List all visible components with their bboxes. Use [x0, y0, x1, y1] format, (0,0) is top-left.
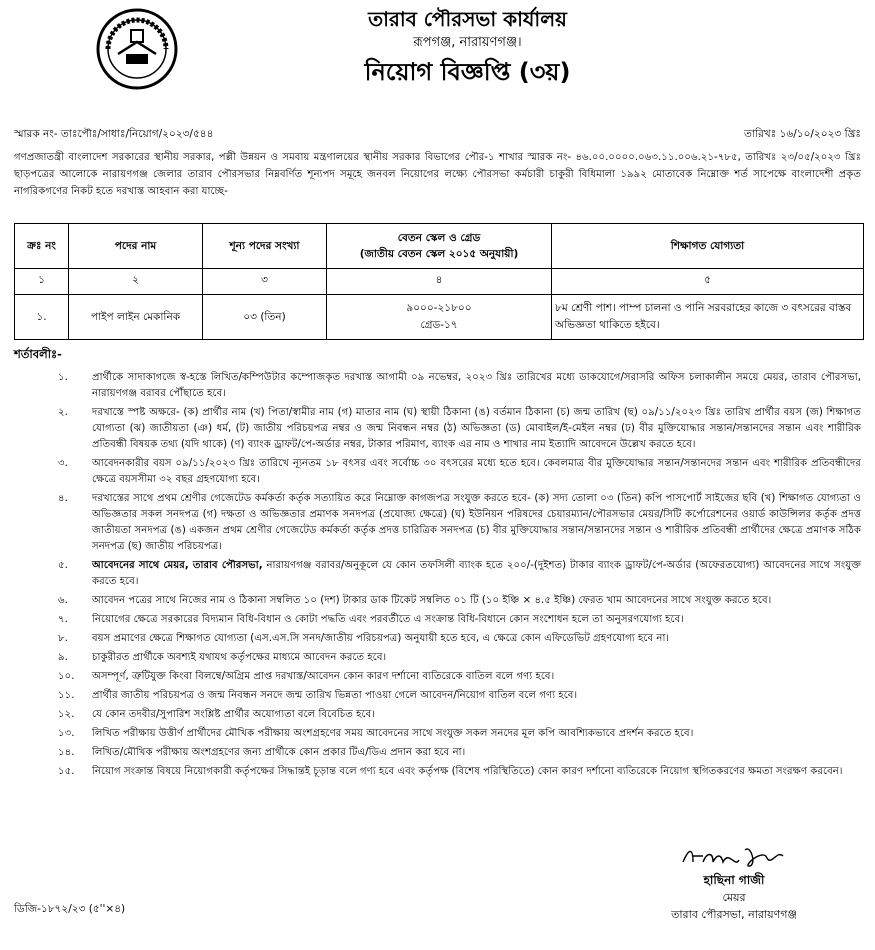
condition-number: ৬. [58, 595, 68, 606]
condition-item [14, 745, 861, 761]
condition-number: ৪. [58, 493, 68, 504]
condition-text [92, 593, 861, 609]
signatory-office: তারাব পৌরসভা, নারায়ণগঞ্জ [671, 908, 797, 921]
header-post-name: পদের নাম [69, 224, 203, 269]
footer-code: ডিজি-১৮৭২/২৩ (৫''×৪) [14, 903, 126, 915]
condition-item [14, 688, 861, 704]
signature-block [629, 842, 839, 923]
column-number: ২ [69, 269, 203, 295]
condition-item [14, 726, 861, 742]
intro-paragraph: গণপ্রজাতন্ত্রী বাংলাদেশ সরকারের স্থানীয় সরকার, পল্লী উন্নয়ন ও সমবায় মন্ত্রণালয়ের স্থানীয় সরকার বিভাগের পৌর-১ শাখার স্মারক নং- ৪৬.০০.০০০০.০৬৩.১১.০০৬.২১-৭৮৫, তারিখঃ ২৩/০৫/২০২৩ খ্রিঃ ছাড়পত্রের আলোকে নারায়ণগঞ্জ জেলার তারাব পৌরসভার নিম্নবর্ণিত শূন্যপদ সমূহে জনবল নিয়োগের লক্ষ্যে পৌরসভা কর্মচারী চাকুরী বিধিমালা ১৯৯২ মোতাবেক নিম্নোক্ত শর্ত সাপেক্ষে বাংলাদেশী প্রকৃত নাগরিকগণের নিকট হতে দরখাস্ত আহবান করা যাচ্ছে- [14, 152, 861, 197]
row-grade: গ্রেড-১৭ [420, 319, 458, 331]
row-qualification: ৮ম শ্রেণী পাশ। পাম্প চালনা ও পানি সরবরাহের কাজে ৩ বৎসরের বাস্তব অভিজ্ঞতা থাকিতে হইবে। [552, 295, 864, 340]
condition-body: আবেদনকারীর বয়স ০৯/১১/২০২৩ খ্রিঃ তারিখে ন্যূনতম ১৮ বৎসর এবং সর্বোচ্চ ৩০ বৎসরের মধ্যে হতে হবে। কেবলমাত্র বীর মুক্তিযোদ্ধার সন্তান/সন্তানদের সন্তান এবং শারীরিক প্রতিবন্ধীদের ক্ষেত্রে বয়সসীমা ৩২ বছর গ্রহণযোগ্য হবে। [92, 458, 861, 485]
condition-text [92, 456, 861, 488]
condition-body: দরখাস্তের সাথে প্রথম শ্রেণীর গেজেটেড কর্মকর্তা কর্তৃক সত্যায়িত করে নিম্নোক্ত কাগজপত্র সংযুক্ত করতে হবে- (ক) সদ্য তোলা ০৩ (তিন) কপি পাসপোর্ট সাইজের ছবি (খ) শিক্ষাগত যোগ্যতা ও অভিজ্ঞতার সকল সনদপত্র (গ) দক্ষতা ও অভিজ্ঞতার প্রমাণক সনদপত্র (প্রযোজ্য ক্ষেত্রে) (ঘ) ইউনিয়ন পরিষদের চেয়ারম্যান/পৌরসভার মেয়র/সিটি কর্পোরেশনের ওয়ার্ড কাউন্সিলর কর্তৃক প্রদত্ত জাতীয়তা সনদপত্র (ঙ) একজন প্রথম শ্রেণীর গেজেটেড কর্মকর্তা কর্তৃক প্রদত্ত চারিত্রিক সনদপত্র (চ) বীর মুক্তিযোদ্ধার সন্তান/সন্তানদের সন্তান ও শারীরিক প্রতিবন্ধী প্রার্থীদের ক্ষেত্রে প্রমাণক সঠিক সনদপত্র (ছ) জাতীয় পরিচয়পত্র। [92, 493, 861, 552]
condition-text [92, 558, 861, 590]
condition-number: ১. [58, 372, 68, 383]
condition-item [14, 612, 861, 628]
column-number: ৫ [552, 269, 864, 295]
column-number: ৪ [327, 269, 552, 295]
condition-number: ৮. [58, 633, 68, 644]
condition-body: যে কোন তদবীর/সুপারিশ সংশ্লিষ্ট প্রার্থীর অযোগ্যতা বলে বিবেচিত হবে। [92, 709, 375, 720]
condition-item [14, 558, 861, 590]
column-number: ৩ [203, 269, 327, 295]
condition-body: নিয়োগের ক্ষেত্রে সরকারের বিদ্যমান বিধি-বিধান ও কোটা পদ্ধতি এবং পরবর্তীতে এ সংক্রান্ত বিধি-বিধানে কোন সংশোধন হলে তা অনুসরণযোগ্য হবে। [92, 614, 684, 625]
condition-item [14, 456, 861, 488]
condition-item [14, 650, 861, 666]
condition-number: ৫. [58, 560, 68, 571]
condition-body: লিখিত/মৌখিক পরীক্ষায় অংশগ্রহণের জন্য প্রার্থীকে কোন প্রকার টিএ/ডিএ প্রদান করা হবে না। [92, 747, 466, 758]
condition-text [92, 650, 861, 666]
condition-body: নিয়োগ সংক্রান্ত বিষয়ে নিয়োগকারী কর্তৃপক্ষের সিদ্ধান্তই চূড়ান্ত বলে গণ্য হবে এবং কর্তৃপক্ষ (বিশেষ পরিস্থিতিতে) কোন কারণ দর্শানো ব্যতিরেকে নিয়োগ স্থগিতকরণের ক্ষমতা সংরক্ষণ করবেন। [92, 766, 843, 777]
memo-reference: স্মারক নং- তাঃপৌঃ/সাধাঃ/নিয়োগ/২০২৩/৫৪৪ [14, 128, 214, 140]
header-serial: ক্রঃ নং [15, 224, 69, 269]
condition-body: প্রার্থীর জাতীয় পরিচয়পত্র ও জন্ম নিবন্ধন সনদে জন্ম তারিখ ভিন্নতা পাওয়া গেলে আবেদন/নিয়োগ বাতিল বলে গণ্য হবে। [92, 690, 578, 701]
notice-title: নিয়োগ বিজ্ঞপ্তি (৩য়) [364, 58, 571, 86]
row-serial: ১. [15, 295, 69, 340]
header-qualification: শিক্ষাগত যোগ্যতা [552, 224, 864, 269]
condition-text [92, 726, 861, 742]
office-location: রূপগঞ্জ, নারায়ণগঞ্জ। [413, 35, 522, 50]
column-number: ১ [15, 269, 69, 295]
condition-text [92, 745, 861, 761]
condition-body: আবেদন পত্রের সাথে নিজের নাম ও ঠিকানা সম্বলিত ১০ (দশ) টাকার ডাক টিকেট সম্বলিত ০১ টি (১০ ইঞ্চি × ৪.৫ ইঞ্চি) ফেরত খাম আবেদনের সাথে সংযুক্ত করতে হবে। [92, 595, 772, 606]
condition-body: চাকুরীরত প্রার্থীকে অবশ্যই যথাযথ কর্তৃপক্ষের মাধ্যমে আবেদন করতে হবে। [92, 652, 387, 663]
condition-item [14, 707, 861, 723]
letterhead [180, 4, 755, 88]
row-pay-scale [327, 295, 552, 340]
condition-number: ৩. [58, 458, 68, 469]
conditions-heading: শর্তাবলীঃ- [14, 347, 62, 361]
condition-text [92, 688, 861, 704]
condition-text [92, 405, 861, 453]
condition-text [92, 669, 861, 685]
header-pay-scale-title: বেতন স্কেল ও গ্রেড [397, 232, 481, 244]
condition-text [92, 491, 861, 555]
office-name: তারাব পৌরসভা কার্যালয় [368, 7, 567, 31]
condition-number: ১২. [58, 709, 75, 720]
header-pay-scale [327, 224, 552, 269]
signature-image [679, 842, 789, 872]
condition-item [14, 631, 861, 647]
condition-number: ৭. [58, 614, 68, 625]
signatory-name: হাছিনা গাজী [703, 873, 765, 887]
condition-number: ১৩. [58, 728, 75, 739]
column-number-row [15, 269, 864, 295]
condition-body: বয়স প্রমাণের ক্ষেত্রে শিক্ষাগত যোগ্যতা (এস.এস.সি সনদ/জাতীয় পরিচয়পত্র) অনুযায়ী হতে হবে, এ ক্ষেত্রে কোন এফিডেভিট গ্রহণযোগ্য হবে না। [92, 633, 670, 644]
condition-number: ৯. [58, 652, 68, 663]
row-scale: ৯০০০-২১৮০০ [406, 302, 472, 314]
condition-number: ১৫. [58, 766, 75, 777]
condition-text [92, 631, 861, 647]
table-row [15, 295, 864, 340]
condition-number: ১৪. [58, 747, 75, 758]
condition-item [14, 764, 861, 780]
memo-date: তারিখঃ ১৬/১০/২০২৩ খ্রিঃ [744, 128, 861, 140]
condition-body: অসম্পূর্ণ, ত্রুটিযুক্ত কিংবা বিলম্বে/অগ্রিম প্রাপ্ত দরখাস্ত/আবেদন কোন কারণ দর্শানো ব্যতিরেকে বাতিল বলে গণ্য হবে। [92, 671, 555, 682]
row-post-name: পাইপ লাইন মেকানিক [69, 295, 203, 340]
condition-item [14, 669, 861, 685]
condition-body: লিখিত পরীক্ষায় উত্তীর্ণ প্রার্থীদের মৌখিক পরীক্ষায় অংশগ্রহণের সময় আবেদনের সাথে সংযুক্ত সকল সনদের মূল কপি আবশ্যিকভাবে প্রদর্শন করতে হবে। [92, 728, 694, 739]
condition-text [92, 764, 861, 780]
conditions-list [14, 370, 861, 783]
condition-body: নারায়ণগঞ্জ বরাবর/অনুকূলে যে কোন তফসিলী ব্যাংক হতে ২০০/-(দুইশত) টাকার ব্যাংক ড্রাফট/পে-অর্ডার (অফেরতযোগ্য) আবেদনের সাথে সংযুক্ত করতে হবে। [92, 560, 861, 587]
condition-body: প্রার্থীকে সাদাকাগজে স্ব-হস্তে লিখিত/কম্পিউটার কম্পোজকৃত দরখাস্ত আগামী ০৯ নভেম্বর, ২০২৩ খ্রিঃ তারিখের মধ্যে ডাকযোগে/সরাসরি অফিস চলাকালীন সময়ে মেয়র, তারাব পৌরসভা, নারায়ণগঞ্জ বরাবর পৌঁছাতে হবে। [92, 372, 861, 399]
condition-text [92, 707, 861, 723]
condition-bold-text: আবেদনের সাথে মেয়র, তারাব পৌরসভা, [92, 560, 263, 571]
condition-item [14, 370, 861, 402]
condition-text [92, 612, 861, 628]
header-pay-scale-sub: (জাতীয় বেতন স্কেল ২০১৫ অনুযায়ী) [359, 248, 519, 260]
condition-number: ২. [58, 407, 68, 418]
header-vacancies: শূন্য পদের সংখ্যা [203, 224, 327, 269]
signatory-designation: মেয়র [722, 891, 746, 904]
condition-body: দরখাস্তে স্পষ্ট অক্ষরে- (ক) প্রার্থীর নাম (খ) পিতা/স্বামীর নাম (গ) মাতার নাম (ঘ) স্থায়ী ঠিকানা (ঙ) বর্তমান ঠিকানা (চ) জন্ম তারিখ (ছ) ০৯/১১/২০২৩ খ্রিঃ তারিখ প্রার্থীর বয়স (জ) শিক্ষাগত যোগ্যতা (ঝ) জাতীয়তা (ঞ) ধর্ম, (ট) জাতীয় পরিচয়পত্র নম্বর ও জন্ম নিবন্ধন নম্বর (ঠ) অভিজ্ঞতা (ড) মোবাইল/ই-মেইল নম্বর (ঢ) বীর মুক্তিযোদ্ধার সন্তান/সন্তানদের সন্তান এবং শারীরিক প্রতিবন্ধী বিষয়ক তথ্য (যদি থাকে) (ণ) ব্যাংক ড্রাফট/পে-অর্ডার নম্বর, টাকার পরিমাণ, ব্যাংক এর নাম ও শাখার নাম ইত্যাদি আবেদনে উল্লেখ করতে হবে। [92, 407, 861, 450]
condition-number: ১১. [58, 690, 75, 701]
condition-number: ১০. [58, 671, 75, 682]
condition-item [14, 405, 861, 453]
condition-item [14, 593, 861, 609]
vacancy-table [14, 223, 864, 340]
municipality-seal-icon [96, 8, 178, 90]
row-vacancies: ০৩ (তিন) [203, 295, 327, 340]
condition-item [14, 491, 861, 555]
condition-text [92, 370, 861, 402]
